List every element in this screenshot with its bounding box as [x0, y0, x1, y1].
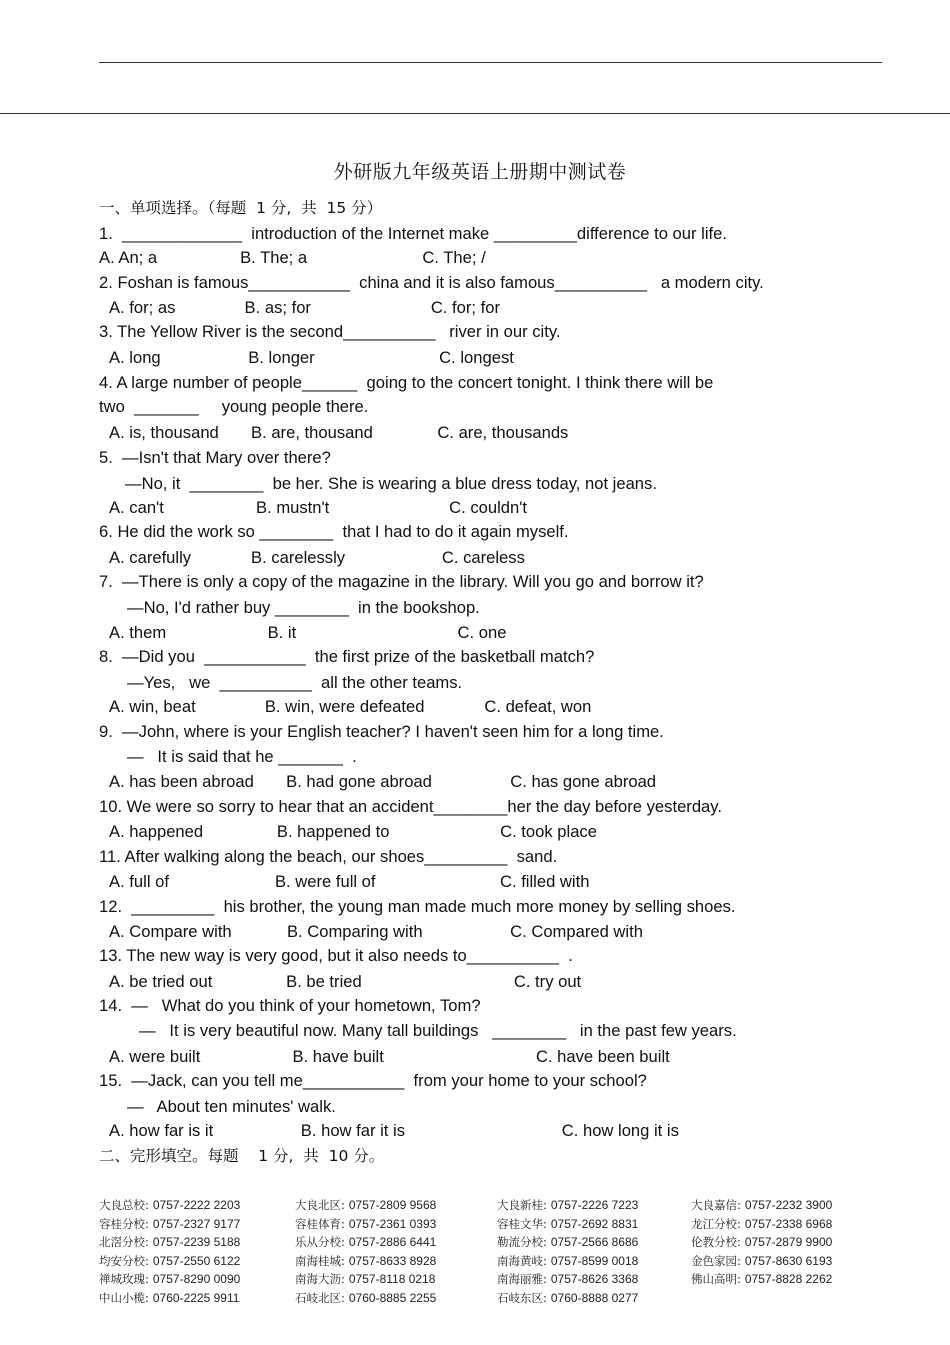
- branch-phone: 0757-8626 3368: [550, 1272, 639, 1287]
- question-line: — About ten minutes' walk.: [127, 1097, 336, 1116]
- branch-name: 石岐东区:: [497, 1290, 547, 1305]
- branch-contact: [497, 1290, 638, 1306]
- branch-contact: [295, 1271, 435, 1287]
- branch-name: 南海黄岐:: [497, 1253, 547, 1268]
- branch-name: 北滘分校:: [99, 1235, 149, 1250]
- answer-options: A. full of B. were full of C. filled with: [109, 872, 590, 891]
- branch-phone: 0757-2692 8831: [550, 1216, 639, 1231]
- branch-name: 佛山高明:: [691, 1272, 741, 1287]
- question-line: 15. —Jack, can you tell me___________ from your home to your school?: [99, 1071, 647, 1090]
- header-rule-top: [99, 62, 882, 63]
- branch-contact: [99, 1197, 240, 1213]
- branch-phone: 0757-2226 7223: [550, 1198, 639, 1212]
- question-line: 2. Foshan is famous___________ china and it is also famous__________ a modern city.: [99, 273, 764, 292]
- question-line: 9. —John, where is your English teacher? I haven't seen him for a long time.: [99, 722, 664, 741]
- branch-phone: 0757-8633 8928: [348, 1253, 437, 1268]
- footer-row: [99, 1197, 889, 1216]
- branch-name: 大良北区:: [295, 1198, 345, 1212]
- question-line: 11. After walking along the beach, our shoes_________ sand.: [99, 847, 558, 866]
- answer-options: A. has been abroad B. had gone abroad C. has gone abroad: [109, 772, 657, 791]
- footer-row: [99, 1253, 889, 1272]
- branch-name: 龙江分校:: [691, 1216, 741, 1231]
- question-line: 12. _________ his brother, the young man made much more money by selling shoes.: [99, 897, 736, 916]
- branch-contact: [295, 1197, 436, 1213]
- branch-name: 南海大沥:: [295, 1272, 345, 1287]
- question-line: 1. _____________ introduction of the Internet make _________difference to our life.: [99, 224, 727, 243]
- branch-contact: [691, 1216, 832, 1232]
- branch-name: 大良嘉信:: [691, 1198, 741, 1212]
- question-line: 6. He did the work so ________ that I had to do it again myself.: [99, 522, 569, 541]
- branch-name: 容桂体育:: [295, 1216, 345, 1231]
- branch-phone: 0757-2879 9900: [744, 1235, 833, 1250]
- page-title: 外研版九年级英语上册期中测试卷: [333, 161, 627, 183]
- footer-row: [99, 1234, 889, 1253]
- branch-contact: [99, 1290, 239, 1306]
- branch-phone: 0757-2222 2203: [152, 1198, 241, 1212]
- branch-name: 伦教分校:: [691, 1235, 741, 1250]
- answer-options: A. them B. it C. one: [109, 623, 507, 642]
- branch-name: 南海桂城:: [295, 1253, 345, 1268]
- branch-contact: [691, 1253, 832, 1269]
- branch-name: 均安分校:: [99, 1253, 149, 1268]
- branch-contact: [295, 1253, 436, 1269]
- branch-contact: [99, 1271, 240, 1287]
- branch-name: 禅城玫瑰:: [99, 1272, 149, 1287]
- answer-options: A. An; a B. The; a C. The; /: [99, 248, 486, 267]
- branch-contact: [99, 1253, 240, 1269]
- header-rule-full: [0, 113, 950, 114]
- question-line: —Yes, we __________ all the other teams.: [127, 673, 463, 692]
- branch-phone: 0757-8118 0218: [348, 1272, 436, 1287]
- footer-row: [99, 1271, 889, 1290]
- section-heading-single-choice: 一、单项选择。（每题 1 分, 共 15 分）: [99, 199, 383, 217]
- branch-name: 南海丽雅:: [497, 1272, 547, 1287]
- branch-name: 容桂分校:: [99, 1216, 149, 1231]
- footer-contacts: [99, 1197, 889, 1309]
- branch-phone: 0760-2225 9911: [152, 1290, 240, 1305]
- branch-name: 金色家园:: [691, 1253, 741, 1268]
- answer-options: A. be tried out B. be tried C. try out: [109, 972, 582, 991]
- branch-contact: [691, 1271, 832, 1287]
- branch-phone: 0757-2361 0393: [348, 1216, 437, 1231]
- branch-phone: 0757-8630 6193: [744, 1253, 833, 1268]
- branch-phone: 0757-2232 3900: [744, 1198, 833, 1212]
- question-line: 8. —Did you ___________ the first prize of the basketball match?: [99, 647, 595, 666]
- question-line: —No, I'd rather buy ________ in the bookshop.: [127, 598, 480, 617]
- branch-phone: 0757-2886 6441: [348, 1235, 437, 1250]
- branch-contact: [99, 1216, 240, 1232]
- branch-contact: [497, 1216, 638, 1232]
- branch-name: 中山小榄:: [99, 1290, 149, 1305]
- answer-options: A. carefully B. carelessly C. careless: [109, 548, 525, 567]
- branch-phone: 0757-2327 9177: [152, 1216, 241, 1231]
- branch-name: 大良总校:: [99, 1198, 149, 1212]
- branch-name: 大良新桂:: [497, 1198, 547, 1212]
- question-line: 4. A large number of people______ going to the concert tonight. I think there will be: [99, 373, 714, 392]
- branch-contact: [691, 1234, 832, 1250]
- branch-name: 容桂文华:: [497, 1216, 547, 1231]
- branch-contact: [691, 1197, 832, 1213]
- branch-name: 石岐北区:: [295, 1290, 345, 1305]
- answer-options: A. happened B. happened to C. took place: [109, 822, 597, 841]
- footer-row: [99, 1290, 889, 1309]
- footer-row: [99, 1216, 889, 1235]
- question-line: — It is very beautiful now. Many tall buildings ________ in the past few years.: [139, 1021, 737, 1040]
- question-line: 7. —There is only a copy of the magazine in the library. Will you go and borrow it?: [99, 572, 704, 591]
- branch-contact: [99, 1234, 240, 1250]
- branch-phone: 0757-8290 0090: [152, 1272, 241, 1287]
- question-line: 10. We were so sorry to hear that an accident________her the day before yesterday.: [99, 797, 722, 816]
- branch-phone: 0760-8885 2255: [348, 1290, 437, 1305]
- branch-contact: [497, 1253, 638, 1269]
- branch-phone: 0757-2809 9568: [348, 1198, 437, 1212]
- section-heading-cloze: 二、完形填空。每题 1 分, 共 10 分。: [99, 1147, 385, 1165]
- question-line: two _______ young people there.: [99, 397, 369, 416]
- question-line: 5. —Isn't that Mary over there?: [99, 448, 331, 467]
- branch-contact: [295, 1290, 436, 1306]
- branch-phone: 0757-8599 0018: [550, 1253, 639, 1268]
- branch-phone: 0757-2550 6122: [152, 1253, 241, 1268]
- branch-phone: 0757-2338 6968: [744, 1216, 833, 1231]
- answer-options: A. long B. longer C. longest: [109, 348, 514, 367]
- branch-phone: 0757-2239 5188: [152, 1235, 241, 1250]
- question-line: 13. The new way is very good, but it also needs to__________ .: [99, 946, 573, 965]
- branch-contact: [497, 1271, 638, 1287]
- answer-options: A. is, thousand B. are, thousand C. are, thousands: [109, 423, 569, 442]
- branch-name: 乐从分校:: [295, 1235, 345, 1250]
- branch-contact: [497, 1197, 638, 1213]
- question-line: 3. The Yellow River is the second__________ river in our city.: [99, 322, 561, 341]
- branch-name: 勒流分校:: [497, 1235, 547, 1250]
- branch-contact: [295, 1234, 436, 1250]
- answer-options: A. for; as B. as; for C. for; for: [109, 298, 500, 317]
- question-line: 14. — What do you think of your hometown, Tom?: [99, 996, 481, 1015]
- question-line: — It is said that he _______ .: [127, 747, 357, 766]
- question-line: —No, it ________ be her. She is wearing a blue dress today, not jeans.: [125, 474, 657, 493]
- answer-options: A. Compare with B. Comparing with C. Compared with: [109, 922, 643, 941]
- answer-options: A. were built B. have built C. have been built: [109, 1047, 670, 1066]
- answer-options: A. how far is it B. how far it is C. how long it is: [109, 1121, 679, 1140]
- answer-options: A. win, beat B. win, were defeated C. defeat, won: [109, 697, 592, 716]
- branch-contact: [497, 1234, 638, 1250]
- branch-phone: 0760-8888 0277: [550, 1290, 639, 1305]
- answer-options: A. can't B. mustn't C. couldn't: [109, 498, 528, 517]
- branch-phone: 0757-2566 8686: [550, 1235, 639, 1250]
- branch-contact: [295, 1216, 436, 1232]
- branch-phone: 0757-8828 2262: [744, 1272, 833, 1287]
